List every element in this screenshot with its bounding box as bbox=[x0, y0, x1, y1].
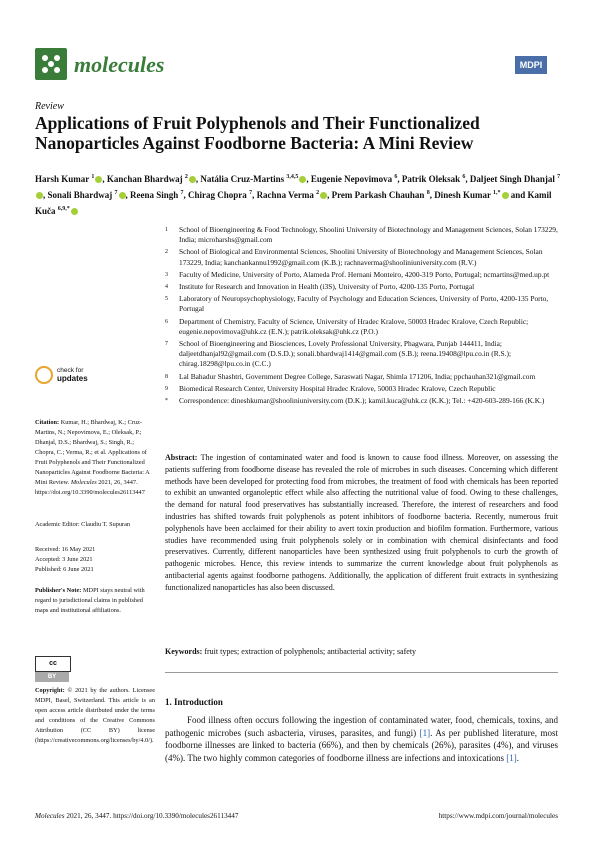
orcid-icon[interactable] bbox=[299, 176, 306, 183]
date-published: Published: 6 June 2021 bbox=[35, 566, 94, 573]
author-name: Reena Singh $^7$ bbox=[130, 190, 184, 200]
affiliation-number: * bbox=[165, 398, 168, 405]
reference-link[interactable]: [1] bbox=[419, 727, 431, 738]
affiliation-text: School of Bioengineering and Biosciences, Lovely Professional University, Phagwara, Punjab 144411, India; daljeetdhanjal92@gmail.com (D.S.D.); sonali.bhardwaj1414@gmail.com (S.B.); reena.19408@lpu.co.in (R.S.); chirag.18298@lpu.co.in (C.C.) bbox=[179, 339, 511, 369]
affiliation-item bbox=[165, 384, 565, 394]
copyright-label: Copyright: bbox=[35, 687, 65, 694]
citation-block bbox=[35, 418, 155, 498]
abstract-text: The ingestion of contaminated water and food is known to cause food illness. Moreover, on assessing the patients suffering from foodborne disease has revealed the role of microbes in such diseases. Concerning which different methods have been developed for protecting food from microbes, the treatment of food with chemicals has been reported to exhibit an unwanted organoleptic effect while also affecting the nutritional value of food. Owing to these challenges, the demand for natural food preservatives has substantially increased. Therefore, the interest of researchers and food industries has shifted towards fruit polyphenols as potent inhibitors of foodborne bacteria. Recently, numerous fruit polyphenols have been acclaimed for their ability to avert toxin production and biofilm formation. Furthermore, various studies have recommended using fruit polyphenols solely or in combination with chemical disinfectants and food preservatives. Currently, different nanoparticles have been synthesized using fruit polyphenols to curb the growth of pathogenic microbes. Hence, this review intends to summarize the current knowledge about fruit polyphenols as antibacterial agents against foodborne pathogens. Additionally, the application of different fruit extracts in synthesizing functionalized nanoparticles has also been discussed. bbox=[165, 453, 558, 592]
affiliation-item bbox=[165, 317, 565, 337]
author-affiliation-sup: 6,9,* bbox=[57, 206, 70, 212]
author-name: Prem Parkash Chauhan $^8$ bbox=[331, 190, 430, 200]
author-name: Sonali Bhardwaj $^7$ bbox=[48, 190, 126, 200]
affiliation-text: Biomedical Research Center, University Hospital Hradec Kralove, 50003 Hradec Kralove, Czech Republic bbox=[179, 383, 496, 393]
affiliation-text: Institute for Research and Innovation in Health (i3S), University of Porto, 4200-135 Porto, Portugal bbox=[179, 282, 475, 292]
citation-details: 2021, 26, 3447. https://doi.org/10.3390/molecules26113447 bbox=[35, 479, 145, 496]
affiliation-item bbox=[165, 225, 565, 245]
affiliation-text: Laboratory of Neuropsychophysiology, Faculty of Psychology and Education Sciences, University of Porto, 4200-135 Porto, Portugal bbox=[179, 294, 549, 314]
citation-text: Kumar, H.; Bhardwaj, K.; Cruz-Martins, N.; Nepovimova, E.; Oleksak, P.; Dhanjal, D.S.; Bhardwaj, S.; Singh, R.; Chopra, C.; Verma, R.; et al. Applications of Fruit Polyphenols and Their Functionalized Nanoparticles Against Foodborne Bacteria: A Mini Review. bbox=[35, 419, 150, 486]
affiliation-item bbox=[165, 294, 565, 314]
author-affiliation-sup: 1,* bbox=[493, 190, 501, 196]
author-affiliation-sup: 2 bbox=[184, 174, 188, 180]
keywords-label: Keywords: bbox=[165, 647, 203, 656]
publisher-note-label: Publisher's Note: bbox=[35, 587, 82, 594]
author-affiliation-sup: 7 bbox=[249, 190, 253, 196]
affiliation-text: School of Biological and Environmental Sciences, Shoolini University of Biotechnology and Management Sciences, Solan 173229, India; kanchankannu1992@gmail.com (K.B.); rachnaverma@shooliniuniversity.com (R.V.) bbox=[179, 247, 543, 267]
affiliation-text: Faculty of Medicine, University of Porto, Alameda Prof. Hernani Monteiro, 4200-319 Porto, Portugal; ncmartins@med.up.pt bbox=[179, 269, 550, 279]
author-list: Harsh Kumar $^1$ , Kanchan Bhardwaj $^2$ , Natália Cruz-Martins $^{3,4,5}$ , Eugenie Nepovimova $^6$, Patrik Oleksak $^6$, Daljeet Singh Dhanjal $^7$, Sonali Bhardwaj $^7$ , Reena Singh $^7$, Chirag Chopra $^7$, Rachna Verma $^2$ , Prem Parkash Chauhan $^8$, Dinesh Kumar $^{1,*}$ and Kamil Kuča $^{6,9,*}$ bbox=[35, 174, 561, 216]
publisher-note-text: MDPI stays neutral with regard to jurisdictional claims in published maps and institutional affiliations. bbox=[35, 587, 145, 614]
journal-logo-icon bbox=[35, 48, 67, 80]
affiliation-number: 2 bbox=[165, 249, 168, 256]
affiliation-text: Department of Chemistry, Faculty of Science, University of Hradec Kralove, 50003 Hradec Kralove, Czech Republic; eugenie.nepovimova@uhk.cz (E.N.); patrik.oleksak@uhk.cz (P.O.) bbox=[179, 316, 529, 336]
divider bbox=[165, 672, 558, 673]
affiliation-number: 7 bbox=[165, 341, 168, 348]
updates-line1: check for bbox=[57, 367, 84, 374]
footer-citation: Molecules 2021, 26, 3447. https://doi.org/10.3390/molecules26113447 bbox=[35, 812, 239, 820]
keywords bbox=[165, 646, 558, 657]
affiliation-number: 3 bbox=[165, 271, 168, 278]
affiliation-item bbox=[165, 270, 565, 280]
author-name: Kamil Kuča $^{6,9,*}$ bbox=[35, 190, 552, 216]
date-accepted: Accepted: 3 June 2021 bbox=[35, 556, 93, 563]
citation-label: Citation: bbox=[35, 419, 60, 426]
dates-block bbox=[35, 545, 155, 575]
abstract-label: Abstract: bbox=[165, 453, 198, 462]
affiliation-text: School of Bioengineering & Food Technology, Shoolini University of Biotechnology and Management Sciences, Solan 173229, India; microharshs@gmail.com bbox=[179, 225, 558, 245]
cc-license-icon[interactable]: cc bbox=[35, 656, 71, 672]
author-affiliation-sup: 7 bbox=[557, 174, 561, 180]
affiliation-number: 5 bbox=[165, 296, 168, 303]
academic-editor: Academic Editor: Claudiu T. Supuran bbox=[35, 521, 131, 528]
affiliation-number: 4 bbox=[165, 284, 168, 291]
orcid-icon[interactable] bbox=[320, 192, 327, 199]
orcid-icon[interactable] bbox=[119, 192, 126, 199]
author-name: Patrik Oleksak $^6$ bbox=[401, 174, 466, 184]
author-name: Daljeet Singh Dhanjal $^7$ bbox=[35, 174, 560, 200]
affiliation-number: 1 bbox=[165, 227, 168, 233]
author-affiliation-sup: 7 bbox=[114, 190, 118, 196]
author-affiliation-sup: 6 bbox=[462, 174, 466, 180]
orcid-icon[interactable] bbox=[95, 176, 102, 183]
cc-by-icon: BY bbox=[35, 672, 69, 682]
section-heading: 1. Introduction bbox=[165, 697, 223, 707]
author-name: Kanchan Bhardwaj $^2$ bbox=[107, 174, 196, 184]
updates-line2: updates bbox=[57, 374, 88, 383]
abstract bbox=[165, 452, 558, 594]
intro-paragraph: Food illness often occurs following the ingestion of contaminated water, food, chemicals, toxins, and pathogenic microbes (such asbacteria, viruses, parasites, and fungi) [1]. As per published literature, most foodborne illnesses are linked to bacteria (66%), and then by chemicals (26%), parasites (4%), and viruses (4%). The two highly common categories of foodborne illness are infections and intoxications [1]. bbox=[165, 715, 558, 763]
orcid-icon[interactable] bbox=[36, 192, 43, 199]
affiliation-item bbox=[165, 282, 565, 292]
publisher-logo: MDPI bbox=[515, 56, 547, 74]
author-name: Rachna Verma $^2$ bbox=[257, 190, 328, 200]
orcid-icon[interactable] bbox=[71, 208, 78, 215]
copyright-block bbox=[35, 686, 155, 746]
citation-journal: Molecules bbox=[70, 479, 97, 486]
affiliation-number: 8 bbox=[165, 373, 168, 380]
affiliation-number: 9 bbox=[165, 385, 168, 392]
reference-link[interactable]: [1] bbox=[506, 752, 517, 763]
author-affiliation-sup: 6 bbox=[394, 174, 398, 180]
affiliation-text: Lal Bahadur Shashtri, Government Degree College, Saraswati Nagar, Shimla 171206, India; ppchauhan321@gmail.com bbox=[179, 371, 536, 381]
journal-name: molecules bbox=[74, 52, 165, 77]
publisher-note bbox=[35, 586, 155, 616]
keywords-text: fruit types; extraction of polyphenols; antibacterial activity; safety bbox=[204, 647, 417, 656]
orcid-icon[interactable] bbox=[189, 176, 196, 183]
article-type: Review bbox=[35, 101, 64, 112]
check-for-updates-button[interactable] bbox=[35, 366, 155, 388]
author-affiliation-sup: 3,4,5 bbox=[286, 174, 299, 180]
orcid-icon[interactable] bbox=[502, 192, 509, 199]
affiliation-text: Correspondence: dineshkumar@shooliniuniversity.com (D.K.); kamil.kuca@uhk.cz (K.K.); Tel.: +420-603-289-166 (K.K.) bbox=[179, 396, 545, 406]
author-name: Eugenie Nepovimova $^6$ bbox=[310, 174, 398, 184]
check-updates-icon bbox=[35, 366, 53, 384]
affiliation-item bbox=[165, 247, 565, 267]
affiliations bbox=[165, 225, 565, 408]
footer-url[interactable]: https://www.mdpi.com/journal/molecules bbox=[438, 812, 558, 820]
author-name: Chirag Chopra $^7$ bbox=[188, 190, 253, 200]
author-name: Dinesh Kumar $^{1,*}$ bbox=[434, 190, 508, 200]
affiliation-item bbox=[165, 372, 565, 382]
date-received: Received: 16 May 2021 bbox=[35, 546, 96, 553]
page-title: Applications of Fruit Polyphenols and Their Functionalized Nanoparticles Against Foodborne Bacteria: A Mini Review bbox=[35, 113, 480, 153]
author-name: Natália Cruz-Martins $^{3,4,5}$ bbox=[200, 174, 306, 184]
affiliation-item bbox=[165, 396, 565, 406]
affiliation-number: 6 bbox=[165, 318, 168, 325]
author-affiliation-sup: 1 bbox=[91, 174, 95, 180]
author-affiliation-sup: 7 bbox=[180, 190, 184, 196]
affiliation-item bbox=[165, 339, 565, 370]
author-affiliation-sup: 2 bbox=[316, 190, 320, 196]
author-affiliation-sup: 8 bbox=[426, 190, 430, 196]
copyright-text: © 2021 by the authors. Licensee MDPI, Basel, Switzerland. This article is an open access article distributed under the terms and conditions of the Creative Commons Attribution (CC BY) license (https://creativecommons.org/licenses/by/4.0/). bbox=[35, 687, 155, 744]
page-footer bbox=[35, 812, 558, 820]
author-name: Harsh Kumar $^1$ bbox=[35, 174, 102, 184]
